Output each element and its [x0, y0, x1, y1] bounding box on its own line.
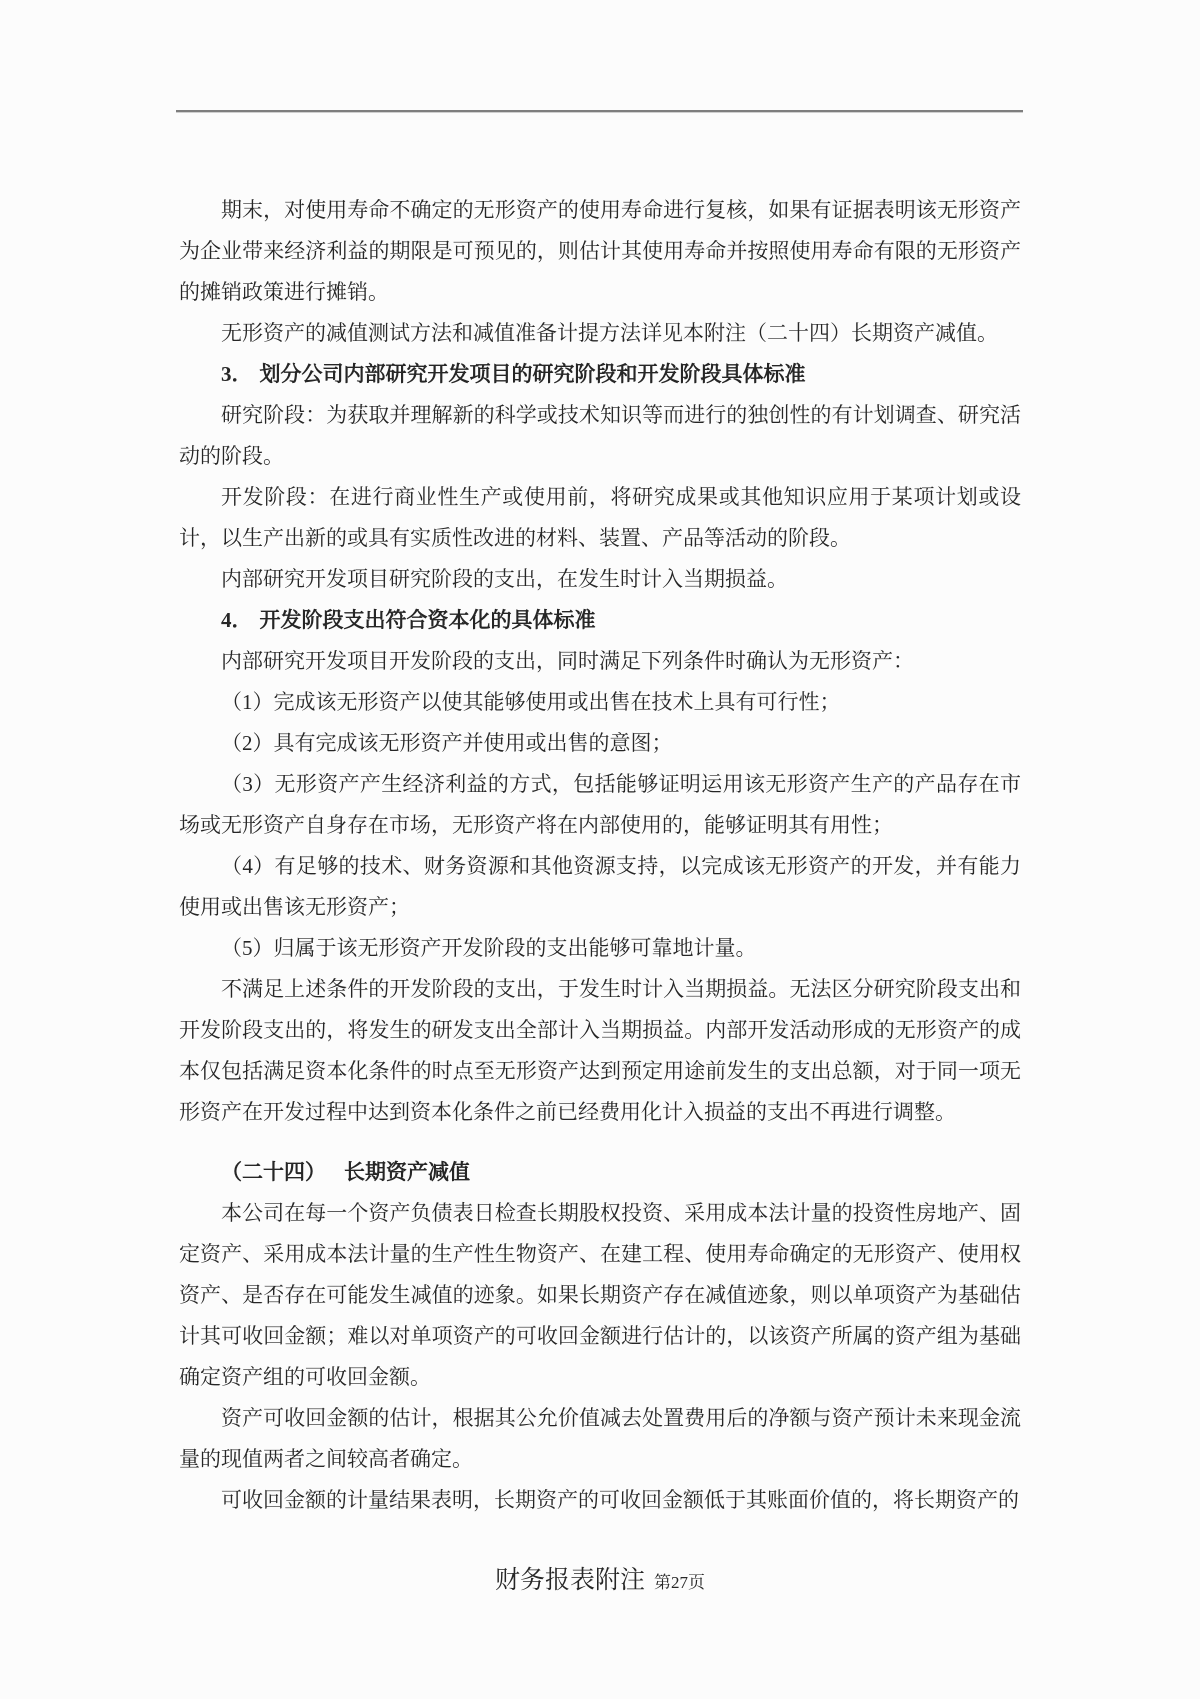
- heading-research-development-phases: [179, 354, 1021, 395]
- paragraph-amortization-review: 期末，对使用寿命不确定的无形资产的使用寿命进行复核，如果有证据表明该无形资产为企业带来经济利益的期限是可预见的，则估计其使用寿命并按照使用寿命有限的无形资产的摊销政策进行摊销。: [179, 198, 1021, 304]
- header-rule: [176, 110, 1023, 113]
- footer-title: 财务报表附注: [494, 1567, 645, 1594]
- paragraph-impairment-reference: 无形资产的减值测试方法和减值准备计提方法详见本附注（二十四）长期资产减值。: [221, 321, 998, 345]
- paragraph-impairment-check: 本公司在每一个资产负债表日检查长期股权投资、采用成本法计量的投资性房地产、固定资产、采用成本法计量的生产性生物资产、在建工程、使用寿命确定的无形资产、使用权资产、是否存在可能发生减值的迹象。如果长期资产存在减值迹象，则以单项资产为基础估计其可收回金额；难以对单项资产的可收回金额进行估计的，以该资产所属的资产组为基础确定资产组的可收回金额。: [179, 1201, 1021, 1389]
- paragraph-recoverable-amount-result: 可收回金额的计量结果表明，长期资产的可收回金额低于其账面价值的，将长期资产的: [221, 1488, 1019, 1512]
- heading-text: 划分公司内部研究开发项目的研究阶段和开发阶段具体标准: [259, 362, 806, 386]
- page-footer: [0, 1560, 1200, 1604]
- list-item-condition-1: （1）完成该无形资产以使其能够使用或出售在技术上具有可行性；: [221, 690, 841, 714]
- paragraph-research-expenditure: 内部研究开发项目研究阶段的支出，在发生时计入当期损益。: [221, 567, 788, 591]
- section-number: （二十四）: [221, 1160, 326, 1184]
- document-body: [179, 190, 1021, 1521]
- list-item-condition-3: （3）无形资产产生经济利益的方式，包括能够证明运用该无形资产生产的产品存在市场或无形资产自身存在市场，无形资产将在内部使用的，能够证明其有用性；: [179, 772, 1021, 837]
- section-title: 长期资产减值: [344, 1160, 470, 1184]
- section-heading-long-term-asset-impairment: [179, 1152, 1021, 1193]
- paragraph-noncapitalized-expenditure: 不满足上述条件的开发阶段的支出，于发生时计入当期损益。无法区分研究阶段支出和开发阶段支出的，将发生的研发支出全部计入当期损益。内部开发活动形成的无形资产的成本仅包括满足资本化条件的时点至无形资产达到预定用途前发生的支出总额，对于同一项无形资产在开发过程中达到资本化条件之前已经费用化计入损益的支出不再进行调整。: [179, 977, 1021, 1124]
- heading-number: 3．: [221, 362, 253, 386]
- heading-capitalization-criteria: [179, 600, 1021, 641]
- footer-page-number: 第27页: [654, 1573, 705, 1592]
- list-item-condition-4: （4）有足够的技术、财务资源和其他资源支持，以完成该无形资产的开发，并有能力使用或出售该无形资产；: [179, 854, 1021, 919]
- paragraph-development-phase-definition: 开发阶段：在进行商业性生产或使用前，将研究成果或其他知识应用于某项计划或设计，以生产出新的或具有实质性改进的材料、装置、产品等活动的阶段。: [179, 485, 1021, 550]
- paragraph-research-phase-definition: 研究阶段：为获取并理解新的科学或技术知识等而进行的独创性的有计划调查、研究活动的阶段。: [179, 403, 1021, 468]
- list-item-condition-2: （2）具有完成该无形资产并使用或出售的意图；: [221, 731, 673, 755]
- heading-text: 开发阶段支出符合资本化的具体标准: [259, 608, 596, 632]
- paragraph-recoverable-amount-estimate: 资产可收回金额的估计，根据其公允价值减去处置费用后的净额与资产预计未来现金流量的现值两者之间较高者确定。: [179, 1406, 1021, 1471]
- list-item-condition-5: （5）归属于该无形资产开发阶段的支出能够可靠地计量。: [221, 936, 757, 960]
- heading-number: 4．: [221, 608, 253, 632]
- paragraph-capitalization-intro: 内部研究开发项目开发阶段的支出，同时满足下列条件时确认为无形资产：: [221, 649, 914, 673]
